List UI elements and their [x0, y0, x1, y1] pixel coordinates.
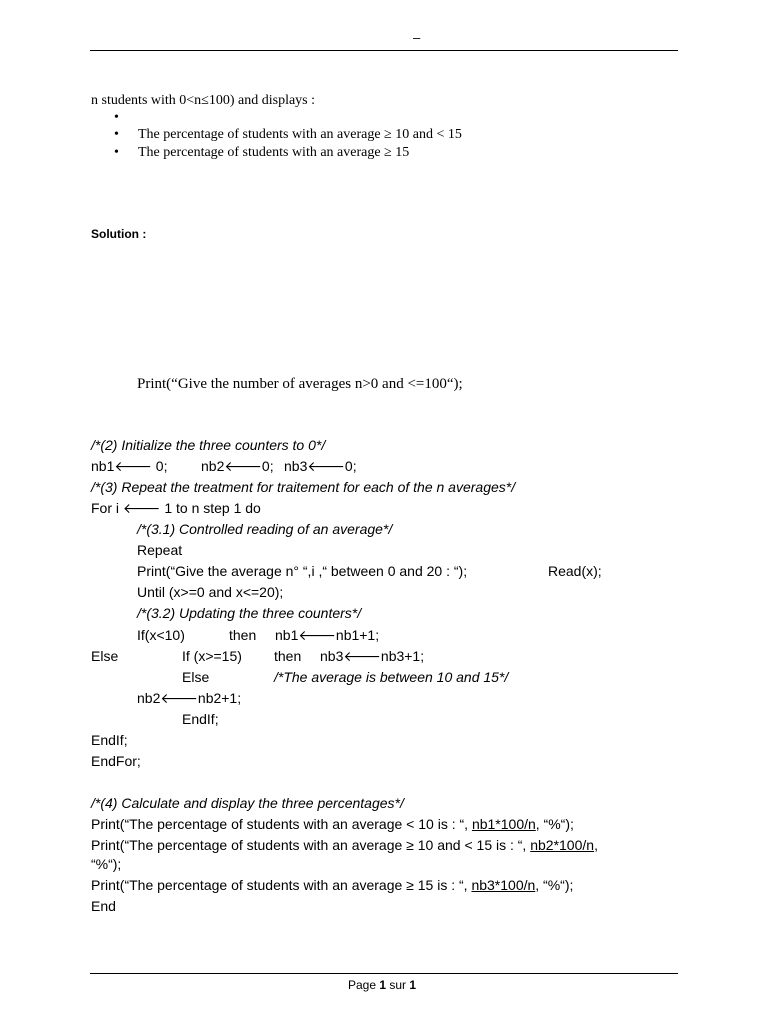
code-repeat: Repeat	[137, 542, 183, 558]
code-print-average: Print(“Give the average n° “,i ,“ between 0 and 20 : “);	[137, 563, 468, 579]
print-prompt: Print(“Give the number of averages n>0 and <=100“);	[137, 376, 463, 392]
code-then: then	[274, 648, 302, 664]
header-rule	[90, 50, 678, 51]
bullet-marker: •	[114, 110, 119, 125]
code-else: Else	[91, 648, 119, 664]
code-read: Read(x);	[548, 563, 602, 579]
comment-updating: /*(3.2) Updating the three counters*/	[137, 605, 362, 621]
code-init-nb1: nb1🡐 0;	[91, 458, 168, 474]
comment-between: /*The average is between 10 and 15*/	[274, 669, 509, 685]
code-init-nb2: nb2🡐0;	[201, 458, 274, 474]
solution-label: Solution :	[91, 227, 147, 241]
code-then: then	[229, 627, 257, 643]
code-if-ge15: If (x>=15)	[182, 648, 242, 664]
code-else: Else	[182, 669, 210, 685]
code-print-pct2-cont: “%“);	[91, 856, 122, 872]
code-print-pct3: Print(“The percentage of students with an average ≥ 15 is : “, nb3*100/n, “%“);	[91, 877, 574, 893]
bullet-marker: •	[114, 145, 119, 160]
comment-calculate: /*(4) Calculate and display the three percentages*/	[91, 795, 404, 811]
code-nb2-increment: nb2🡐nb2+1;	[137, 690, 242, 706]
code-nb1-increment: nb1🡐nb1+1;	[275, 627, 380, 643]
page-number: Page 1 sur 1	[348, 978, 417, 992]
bullet-marker: •	[114, 127, 119, 142]
code-print-pct1: Print(“The percentage of students with an average < 10 is : “, nb1*100/n, “%“);	[91, 816, 574, 832]
comment-controlled-reading: /*(3.1) Controlled reading of an average*/	[137, 521, 393, 537]
code-end: End	[91, 898, 116, 914]
bullet-text: The percentage of students with an average ≥ 10 and < 15	[138, 127, 462, 142]
comment-repeat: /*(3) Repeat the treatment for traitement for each of the n averages*/	[91, 479, 516, 495]
code-for: For i 🡐 1 to n step 1 do	[91, 500, 261, 516]
header-mark: –	[413, 30, 421, 45]
footer-rule	[90, 973, 678, 974]
code-endif-inner: EndIf;	[182, 711, 219, 727]
comment-initialize: /*(2) Initialize the three counters to 0*/	[91, 437, 326, 453]
code-endfor: EndFor;	[91, 753, 141, 769]
code-print-pct2: Print(“The percentage of students with an average ≥ 10 and < 15 is : “, nb2*100/n,	[91, 837, 598, 853]
code-init-nb3: nb3🡐0;	[284, 458, 357, 474]
bullet-text: The percentage of students with an average ≥ 15	[138, 145, 410, 160]
code-if-lt10: If(x<10)	[137, 627, 185, 643]
intro-text: n students with 0<n≤100) and displays :	[91, 93, 316, 108]
code-nb3-increment: nb3🡐nb3+1;	[320, 648, 425, 664]
code-endif-outer: EndIf;	[91, 732, 128, 748]
code-until: Until (x>=0 and x<=20);	[137, 584, 284, 600]
